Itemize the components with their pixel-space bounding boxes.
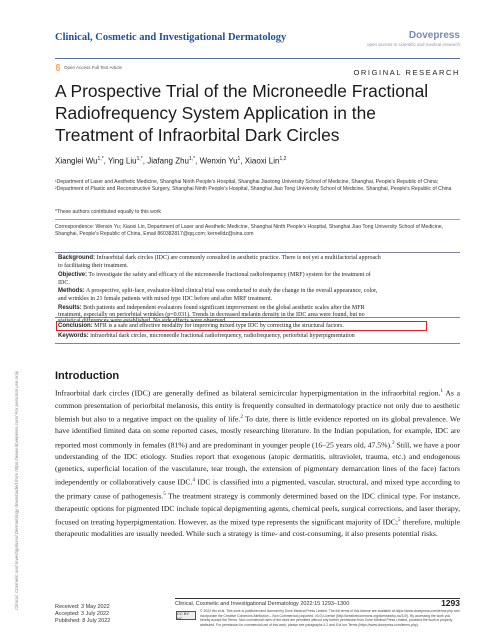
footer-divider — [175, 598, 460, 599]
author-name[interactable]: Ying Liu — [107, 156, 137, 166]
correspondence-divider — [55, 219, 460, 220]
author-name[interactable]: Xianglei Wu — [55, 156, 98, 166]
citation-link[interactable]: 5 — [163, 492, 166, 497]
journal-header — [55, 24, 460, 58]
abstract-text: Infraorbital dark circles (IDC) are commonly consulted in aesthetic practice. There is not yet a multifactorial approach — [96, 255, 381, 261]
citation-link[interactable]: 3 — [391, 440, 395, 446]
abstract-objective — [58, 272, 458, 280]
abstract-text: Both patients and independent evaluators found significant improvement on the global aesthetic scales after the MFR — [83, 304, 365, 311]
equal-contribution-note: *These authors contributed equally to this work — [55, 209, 161, 215]
title-line: A Prospective Trial of the Microneedle Fractional — [55, 81, 429, 101]
abstract-label: Background: — [58, 255, 96, 261]
body-text: therefore, multiple therapeutic modalities are usually needed. While such a strategy is time- and cost-consuming, it also presents potential risks. — [55, 517, 460, 539]
section-heading: Introduction — [55, 370, 120, 382]
author-affil-mark: 1,* — [136, 156, 143, 162]
correspondence: Correspondence: Wenxin Yu; Xiaoxi Lin, Department of Laser and Aesthetic Medicine, Shanghai Ninth People's Hospital, Shanghai Jiao Tong University School of Medicine, Shanghai, People's Republic of China, Email 860382817@qq.com; kernelldz@sina.com — [55, 224, 444, 237]
introduction-text — [55, 386, 460, 541]
license-text: © 2022 Wu et al. This work is published and licensed by Dove Medical Press Limited. The full terms of this license are available at https://www.dovepress.com/terms.php and incorporate the Creative Commons Attribution – Non Commercial (unported, v3.0) License (http://creativecommons.org/licenses/by-nc/3.0/). By accessing the work you hereby accept the Terms. Non-commercial uses of the work are permitted without any further permission from Dove Medical Press Limited, provided the work is properly attributed. For permission for commercial use of this work, please see paragraphs 4.2 and 5 of our Terms (https://www.dovepress.com/terms.php). — [200, 609, 460, 627]
author-affil-mark: 1,* — [189, 156, 196, 162]
abstract-label: Results: — [58, 304, 82, 311]
author-affil-mark: 1 — [237, 156, 241, 162]
citation-link[interactable]: 2 — [240, 414, 243, 420]
abstract-text: statistical differences were established. No side effects were observed. — [58, 318, 227, 324]
body-text: Still, we have a poor understanding of the IDC etiology. Studies report that exogenous (atopic dermatitis, ultraviolet, trauma, etc.) and endogenous (genetics, superficial location of the vasculature, tear trough, the extension of pigmentary demarcation lines of the face) factors independently or collaboratively cause IDC. — [55, 440, 460, 487]
published-date: Published: 8 July 2022 — [55, 618, 111, 625]
affiliations: ¹Department of Laser and Aesthetic Medicine, Shanghai Ninth People's Hospital, Shanghai Jiaotong University School of Medicine, Shanghai, People's Republic of China; ²Department of Plastic and Reconstructive Surgery, Shanghai Ninth People's Hospital, Shanghai Jiao Tong University School of Medicine, Shanghai, People's Republic of China — [55, 179, 452, 192]
abstract-text: MFR is a safe and effective modality for improving mixed type IDC by correcting the structural factors. — [94, 322, 344, 329]
body-text: As a common presentation of periorbital melanosis, this entity is frequently consulted in dermatology practice not only due to aesthetic blemish but also to a negative impact on the quality of life. — [55, 388, 461, 424]
abstract-methods — [58, 288, 458, 296]
cc-license-badge[interactable]: CC BY NC — [176, 611, 196, 620]
abstract-text: IDC. — [58, 279, 70, 286]
publisher-name: Dovepress — [408, 30, 460, 41]
received-date: Received: 3 May 2022 — [55, 604, 110, 610]
abstract-results — [58, 305, 458, 313]
body-text: To date, there is little evidence reported on its global prevalence. We have identified limited data on some reported cases, mostly researching literature. In the Indian population, for example, IDC are reported most commonly in females (81%) and are predominant in younger people (16–25 years old, 47.5%). — [55, 414, 460, 450]
abstract — [55, 252, 460, 318]
author-name[interactable]: Wenxin Yu — [199, 156, 238, 166]
title-line: Treatment of Infraorbital Dark Circles — [55, 125, 340, 145]
download-side-note: Clinical, Cosmetic and Investigational Dermatology downloaded from https://www.dovepress.com/ For personal use only. — [14, 370, 19, 610]
article-type: ORIGINAL RESEARCH — [353, 68, 460, 77]
keywords — [58, 333, 458, 339]
header-divider — [55, 58, 460, 59]
title-line: Radiofrequency System Application in the — [55, 103, 376, 123]
article-dates — [55, 604, 110, 626]
open-access-label: Open Access Full Text Article — [64, 65, 122, 70]
abstract-background — [58, 255, 458, 263]
abstract-label: Conclusion: — [58, 322, 93, 329]
citation-link[interactable]: 5 — [398, 517, 401, 523]
open-access-line — [55, 64, 122, 71]
body-text: Infraorbital dark circles (IDC) are generally defined as bilateral semicircular hyperpigmentation in the infraorbital region. — [55, 388, 441, 398]
citation-link[interactable]: 4 — [192, 478, 195, 484]
accepted-date: Accepted: 3 July 2022 — [55, 611, 110, 618]
keywords-divider — [55, 343, 460, 344]
publisher-tagline: open access to scientific and medical research — [366, 42, 460, 47]
abstract-text: To investigate the safety and efficacy of the microneedle fractional radiofrequency (MRF) system for the treatment of — [88, 271, 371, 278]
abstract-label: Objective: — [58, 271, 88, 278]
citation-link[interactable]: 1 — [440, 389, 444, 394]
keywords-text: infraorbital dark circles, microneedle fractional radiofrequency, radiofrequency, periorbital hyperpigmentation — [90, 333, 355, 339]
author-affil-mark: 1,2 — [279, 156, 287, 162]
abstract-text: to facilitating their treatment. — [58, 263, 129, 269]
page-number: 1293 — [441, 598, 460, 608]
abstract-conclusion — [58, 323, 428, 331]
footer-journal-ref[interactable]: Clinical, Cosmetic and Investigational Dermatology 2022:15 1293–1300 — [175, 601, 350, 607]
publisher-logo — [367, 30, 460, 47]
body-text: The treatment strategy is commonly determined based on the IDC clinical type. For instance, therapeutic options for pigmented IDC include topical depigmenting agents, chemical peels, surgical corrections, and laser therapy, focused on treating hyperpigmentation. However, as the mixed type represents the significant majority of IDC; — [55, 491, 460, 527]
abstract-text: and wrinkles in 21 female patients with mixed type IDC before and after MRF treatment. — [58, 296, 273, 302]
abstract-text: A prospective, split-face, evaluator-blind clinical trial was conducted to study the change in the overall appearance, color, — [85, 288, 378, 294]
abstract-label: Methods: — [58, 288, 85, 294]
abstract-text: treatment, especially on periorbital wrinkles (p=0.031). Trends in decreased melanin density in the IDC area were found, but no — [58, 312, 365, 318]
article-title — [55, 80, 460, 146]
body-text: IDC is classified into a pigmented, vascular, structural, and mixed type according to the primary cause of pathogenesis. — [55, 477, 460, 501]
open-lock-icon — [55, 64, 61, 71]
author-affil-mark: 1,* — [97, 156, 104, 162]
author-name[interactable]: Jiafang Zhu — [147, 156, 189, 166]
author-name[interactable]: Xiaoxi Lin — [244, 156, 280, 166]
author-list: Xianglei $Wu^{1,*}$, Ying Liu$^{1,*}$, Jiafang Zhu$^{1,*}$, Wenxin Yu$^1$, Xiaoxi Lin$^{1,2}$ — [55, 156, 287, 166]
journal-title: Clinical, Cosmetic and Investigational Dermatology — [55, 32, 287, 43]
keywords-label: Keywords: — [58, 333, 89, 339]
